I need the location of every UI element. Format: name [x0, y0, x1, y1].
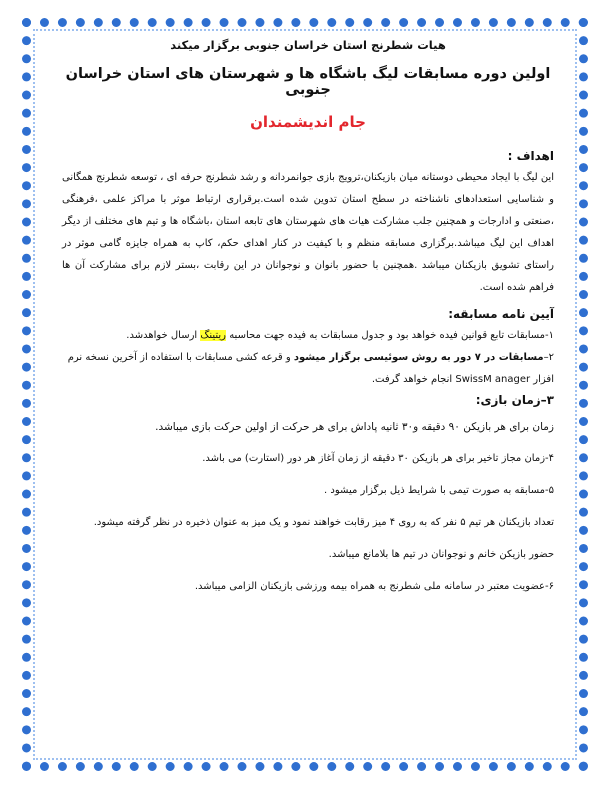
time-section	[62, 393, 554, 597]
rule-item-2-bold: مسابقات در ۷ دور به روش سوئیسی برگزار میشود	[293, 352, 544, 363]
rule-item-2-text: و قرعه کشی مسابقات با استفاده از آخرین نسخه نرم افزار	[67, 352, 554, 385]
time-line-5: حضور بازیکن خانم و نوجوانان در تیم ها بلامانع میباشد.	[328, 549, 554, 560]
rules-section	[62, 307, 554, 391]
time-line-1: زمان برای هر بازیکن ۹۰ دقیقه و۳۰ ثانیه پاداش برای هر حرکت از اولین حرکت بازی میباشد.	[155, 421, 554, 433]
rule-item-1-end: ارسال خواهدشد.	[126, 330, 201, 341]
goals-heading: اهداف :	[507, 149, 554, 163]
rule-item-1-text: ۱-مسابقات تابع قوانین فیده خواهد بود و جدول مسابقات به فیده جهت محاسبه	[226, 330, 554, 341]
goals-section	[62, 149, 554, 299]
document-page	[62, 36, 554, 752]
document-title: اولین دوره مسابقات لیگ باشگاه ها و شهرستان های استان خراسان جنوبی	[65, 66, 551, 98]
rule-item-2-prefix: ۲–	[543, 352, 554, 363]
time-line-2: ۴-زمان مجاز تاخیر برای هر بازیکن ۳۰ دقیقه از زمان آغاز هر دور (استارت) می باشد.	[202, 453, 554, 464]
rule-item-1	[62, 325, 554, 347]
rating-highlight: ریتینگ	[200, 330, 227, 341]
time-line-3: ۵-مسابقه به صورت تیمی با شرایط ذیل برگزار میشود .	[324, 485, 554, 496]
time-line-4: تعداد بازیکنان هر تیم ۵ نفر که به روی ۴ میز رقابت خواهند نمود و یک میز به عنوان ذخیره در نظر گرفته میشود.	[93, 517, 554, 528]
software-name: SwissM anager	[455, 374, 531, 385]
time-heading: ۳–زمان بازی:	[475, 393, 554, 407]
cup-name: جام اندیشمندان	[250, 113, 366, 131]
rules-heading: آیین نامه مسابقه:	[448, 307, 554, 321]
time-line-6: ۶-عضویت معتبر در سامانه ملی شطرنج به همراه بیمه ورزشی بازیکنان الزامی میباشد.	[194, 581, 554, 592]
organizer-line: هیات شطرنج استان خراسان جنوبی برگزار میکند	[170, 38, 446, 52]
rule-item-2	[62, 347, 554, 391]
goals-paragraph: این لیگ با ایجاد محیطی دوستانه میان بازیکنان،ترویج بازی جوانمردانه و رشد شطرنج حرفه ای ، توسعه شطرنج همگانی و شناسایی استعدادهای ناشناخته در سطح استان تدوین شده است.برقراری ارتباط موثر با مراکز علمی ،فرهنگی ،صنعتی و ادارجات و همچنین جلب مشارکت هیات های شهرستان های تابعه استان ،باشگاه ها و تیم های مختلف از دیگر اهداف این لیگ میباشد.برگزاری مسابقه منظم و با کیفیت در کنار اهدای حکم، کاپ به همراه جایزه گامی موثر در راستای تشویق بازیکنان میباشد .همچنین با حضور بانوان و نوجوانان در این رقابت ،بستر لازم برای مشارکت آن ها فراهم شده است.	[62, 172, 554, 293]
rule-item-2-end: انجام خواهد گرفت.	[371, 374, 456, 385]
